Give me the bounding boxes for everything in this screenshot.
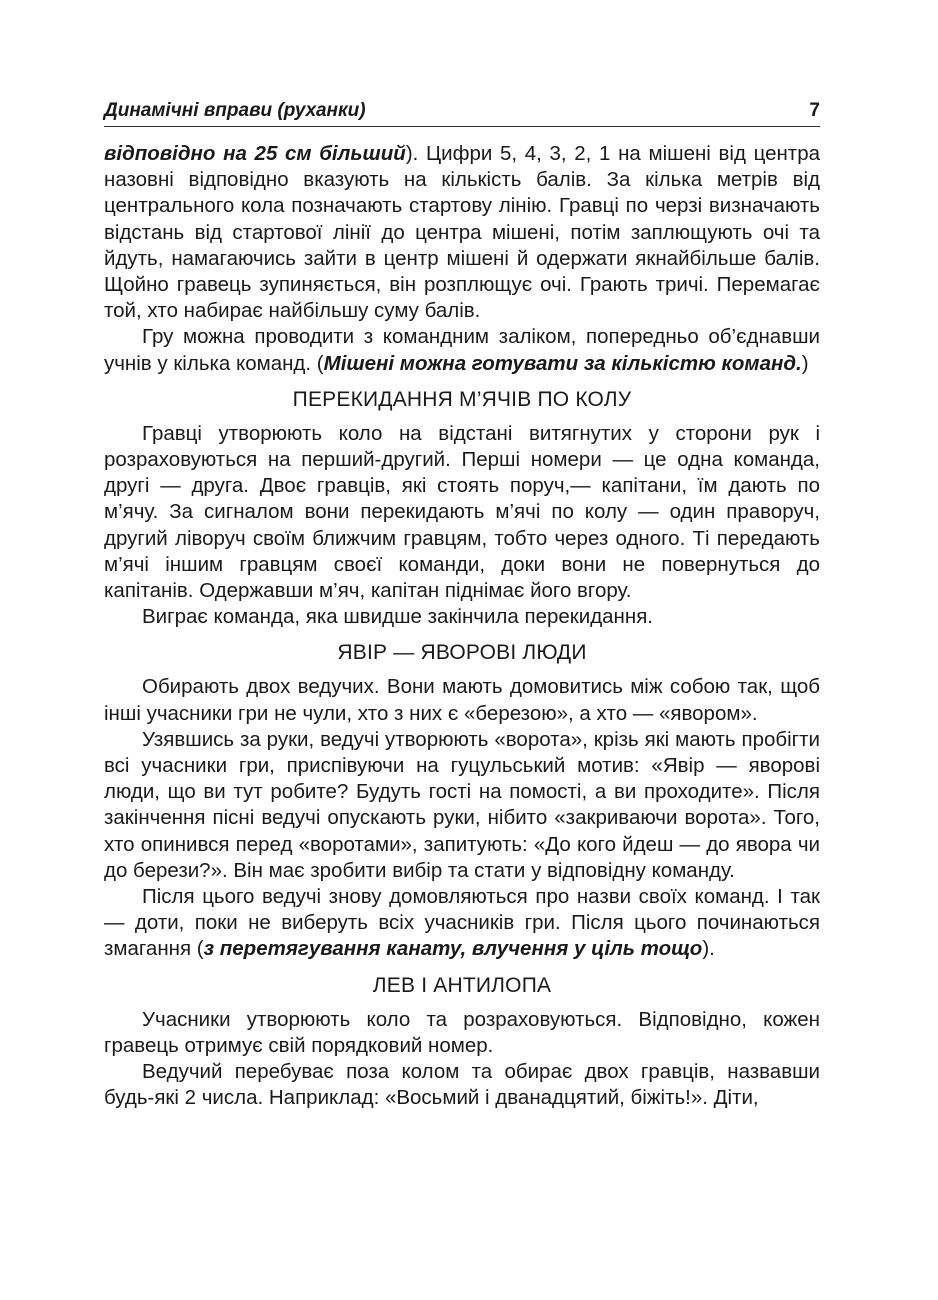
book-page: [104, 96, 820, 1112]
page-number: 7: [809, 100, 820, 121]
section3-paragraph-2: Ведучий перебуває поза колом та обирає двох гравців, назвавши будь-які 2 числа. Наприклад: «Восьмий і дванадцятий, біжіть!». Діти,: [104, 1060, 820, 1110]
section2-paragraph-2: Узявшись за руки, ведучі утворюють «ворота», крізь які мають пробігти всі учасники гри, приспівуючи на гуцульський мотив: «Явір — яворові люди, що ви тут робите? Будуть гості на помості, а ви проходите». Після закінчення пісні ведучі опускають руки, нібито «закриваючи ворота». Того, хто опинився перед «воротами», запитують: «До кого йдеш — до явора чи до берези?». Він має зробити вибір та стати у відповідну команду.: [104, 727, 820, 882]
running-title: Динамічні вправи (руханки): [104, 100, 366, 121]
intro-paragraph-2: [104, 324, 820, 376]
intro-italic-start: відповідно на 25 см більший: [104, 142, 406, 165]
section-title-yavir: ЯВІР — ЯВОРОВІ ЛЮДИ: [337, 641, 587, 665]
intro-text-2-end: ): [801, 351, 809, 375]
section-title-ball-passing: ПЕРЕКИДАННЯ М’ЯЧІВ ПО КОЛУ: [292, 387, 632, 411]
section2-italic-3: з перетягування канату, влучення у ціль тощо: [203, 937, 703, 961]
section2-paragraph-3: [104, 884, 820, 963]
section2-text-3-end: ).: [702, 937, 715, 961]
section-title-lion-antelope: ЛЕВ І АНТИЛОПА: [372, 973, 552, 997]
section2-paragraph-1: Обирають двох ведучих. Вони мають домовитись між собою так, щоб інші учасники гри не чули, хто з них є «березою», а хто — «явором».: [104, 675, 820, 725]
section3-paragraph-1: Учасники утворюють коло та розраховуються. Відповідно, кожен гравець отримує свій порядковий номер.: [104, 1007, 820, 1057]
body-text: [104, 141, 820, 1112]
intro-italic-note: Мішені можна готувати за кількістю команд.: [323, 351, 802, 375]
running-header: [104, 96, 820, 127]
intro-paragraph-1: [104, 141, 820, 324]
section1-paragraph-1: Гравці утворюють коло на відстані витягнутих у сторони рук і розраховуються на перший-другий. Перші номери — це одна команда, другі — друга. Двоє гравців, які стоять поруч,— капітани, їм дають по м’ячу. За сигналом вони перекидають м’ячі по колу — один праворуч, другий ліворуч своїм ближчим гравцям, тобто через одного. Ті передають м’ячі іншим гравцям своєї команди, доки вони не повернуться до капітанів. Одержавши м’яч, капітан піднімає його вгору.: [104, 421, 820, 603]
section2-text-3: Після цього ведучі знову домовляються про назви своїх команд. І так — доти, поки не виберуть всіх учасників гри. Після цього починаються змагання (: [104, 885, 820, 961]
section1-paragraph-2: Виграє команда, яка швидше закінчила перекидання.: [142, 605, 653, 629]
intro-text-2: Гру можна проводити з командним заліком, попередньо об’єднавши учнів у кілька команд. (: [104, 325, 820, 375]
intro-text-1: ). Цифри 5, 4, 3, 2, 1 на мішені від центра назовні відповідно вказують на кількість балів. За кілька метрів від центрального кола позначають стартову лінію. Гравці по черзі визначають відстань від стартової лінії до центра мішені, потім заплющують очі та йдуть, намагаючись зайти в центр мішені й одержати якнайбільше балів. Щойно гравець зупиняється, він розплющує очі. Грають тричі. Перемагає той, хто набирає найбільшу суму балів.: [104, 142, 820, 323]
